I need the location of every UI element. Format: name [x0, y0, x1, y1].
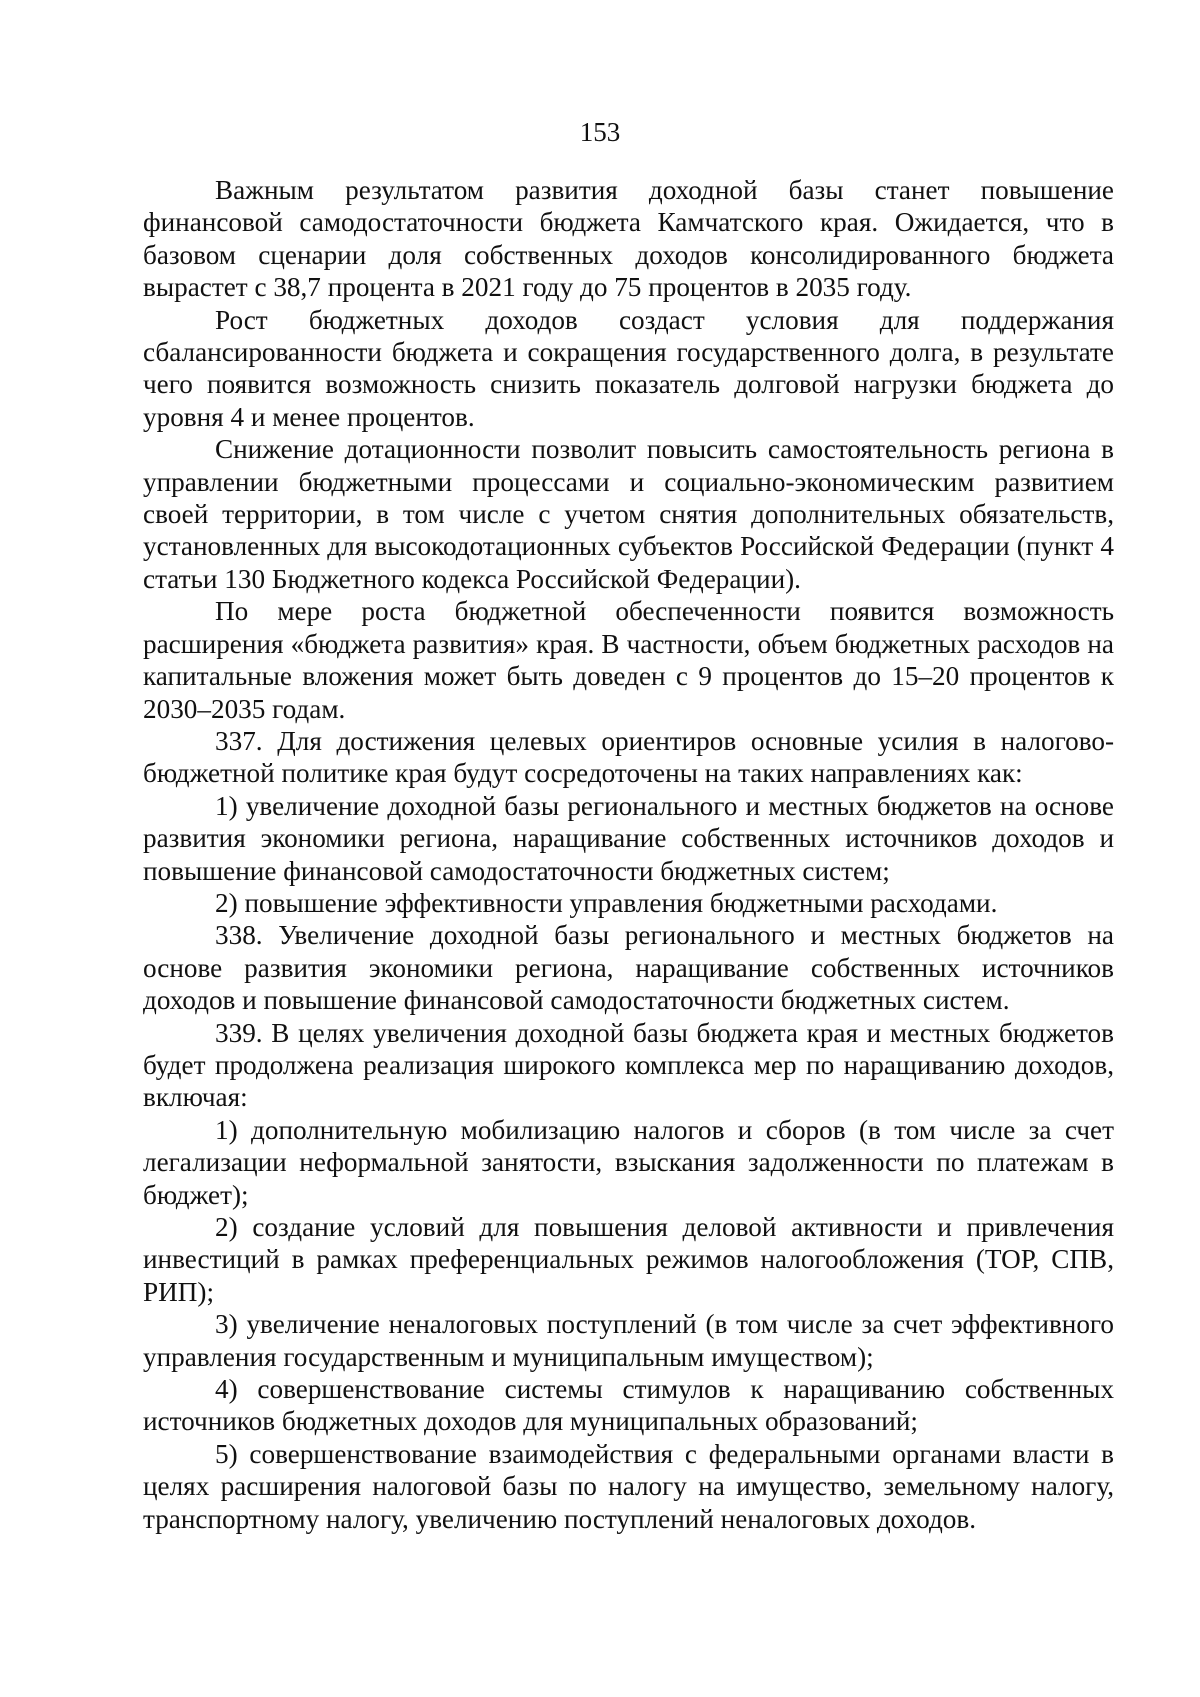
page-number: 153 [579, 117, 621, 147]
document-body [143, 174, 1114, 1535]
list-item-339-3: 3) увеличение неналоговых поступлений (в том числе за счет эффективного управления государственным и муниципальным имуществом); [143, 1309, 1114, 1372]
list-item-337-2: 2) повышение эффективности управления бюджетными расходами. [215, 887, 998, 918]
list-item-337-1: 1) увеличение доходной базы регионального и местных бюджетов на основе развития экономики региона, наращивание собственных источников доходов и повышение финансовой самодостаточности бюджетных систем; [143, 790, 1114, 886]
paragraph-339: 339. В целях увеличения доходной базы бюджета края и местных бюджетов будет продолжена реализация широкого комплекса мер по наращиванию доходов, включая: [143, 1017, 1114, 1113]
paragraph-1: Важным результатом развития доходной базы станет повышение финансовой самодостаточности бюджета Камчатского края. Ожидается, что в базовом сценарии доля собственных доходов консолидированного бюджета вырастет с 38,7 процента в 2021 году до 75 процентов в 2035 году. [143, 175, 1114, 303]
paragraph-2: Рост бюджетных доходов создаст условия для поддержания сбалансированности бюджета и сокращения государственного долга, в результате чего появится возможность снизить показатель долговой нагрузки бюджета до уровня 4 и менее процентов. [143, 304, 1114, 432]
paragraph-3: Снижение дотационности позволит повысить самостоятельность региона в управлении бюджетными процессами и социально-экономическим развитием своей территории, в том числе с учетом снятия дополнительных обязательств, установленных для высокодотационных субъектов Российской Федерации (пункт 4 статьи 130 Бюджетного кодекса Российской Федерации). [143, 434, 1114, 594]
paragraph-338: 338. Увеличение доходной базы регионального и местных бюджетов на основе развития экономики региона, наращивание собственных источников доходов и повышение финансовой самодостаточности бюджетных систем. [143, 920, 1114, 1016]
paragraph-337: 337. Для достижения целевых ориентиров основные усилия в налогово-бюджетной политике края будут сосредоточены на таких направлениях как: [143, 725, 1114, 789]
paragraph-4: По мере роста бюджетной обеспеченности появится возможность расширения «бюджета развития» края. В частности, объем бюджетных расходов на капитальные вложения может быть доведен с 9 процентов до 15–20 процентов к 2030–2035 годам. [143, 596, 1114, 724]
list-item-339-5: 5) совершенствование взаимодействия с федеральными органами власти в целях расширения налоговой базы по налогу на имущество, земельному налогу, транспортному налогу, увеличению поступлений неналоговых доходов. [143, 1438, 1114, 1534]
list-item-339-1: 1) дополнительную мобилизацию налогов и сборов (в том числе за счет легализации неформальной занятости, взыскания задолженности по платежам в бюджет); [143, 1114, 1114, 1210]
list-item-339-2: 2) создание условий для повышения деловой активности и привлечения инвестиций в рамках преференциальных режимов налогообложения (ТОР, СПВ, РИП); [143, 1212, 1114, 1307]
list-item-339-4: 4) совершенствование системы стимулов к наращиванию собственных источников бюджетных доходов для муниципальных образований; [143, 1374, 1114, 1437]
